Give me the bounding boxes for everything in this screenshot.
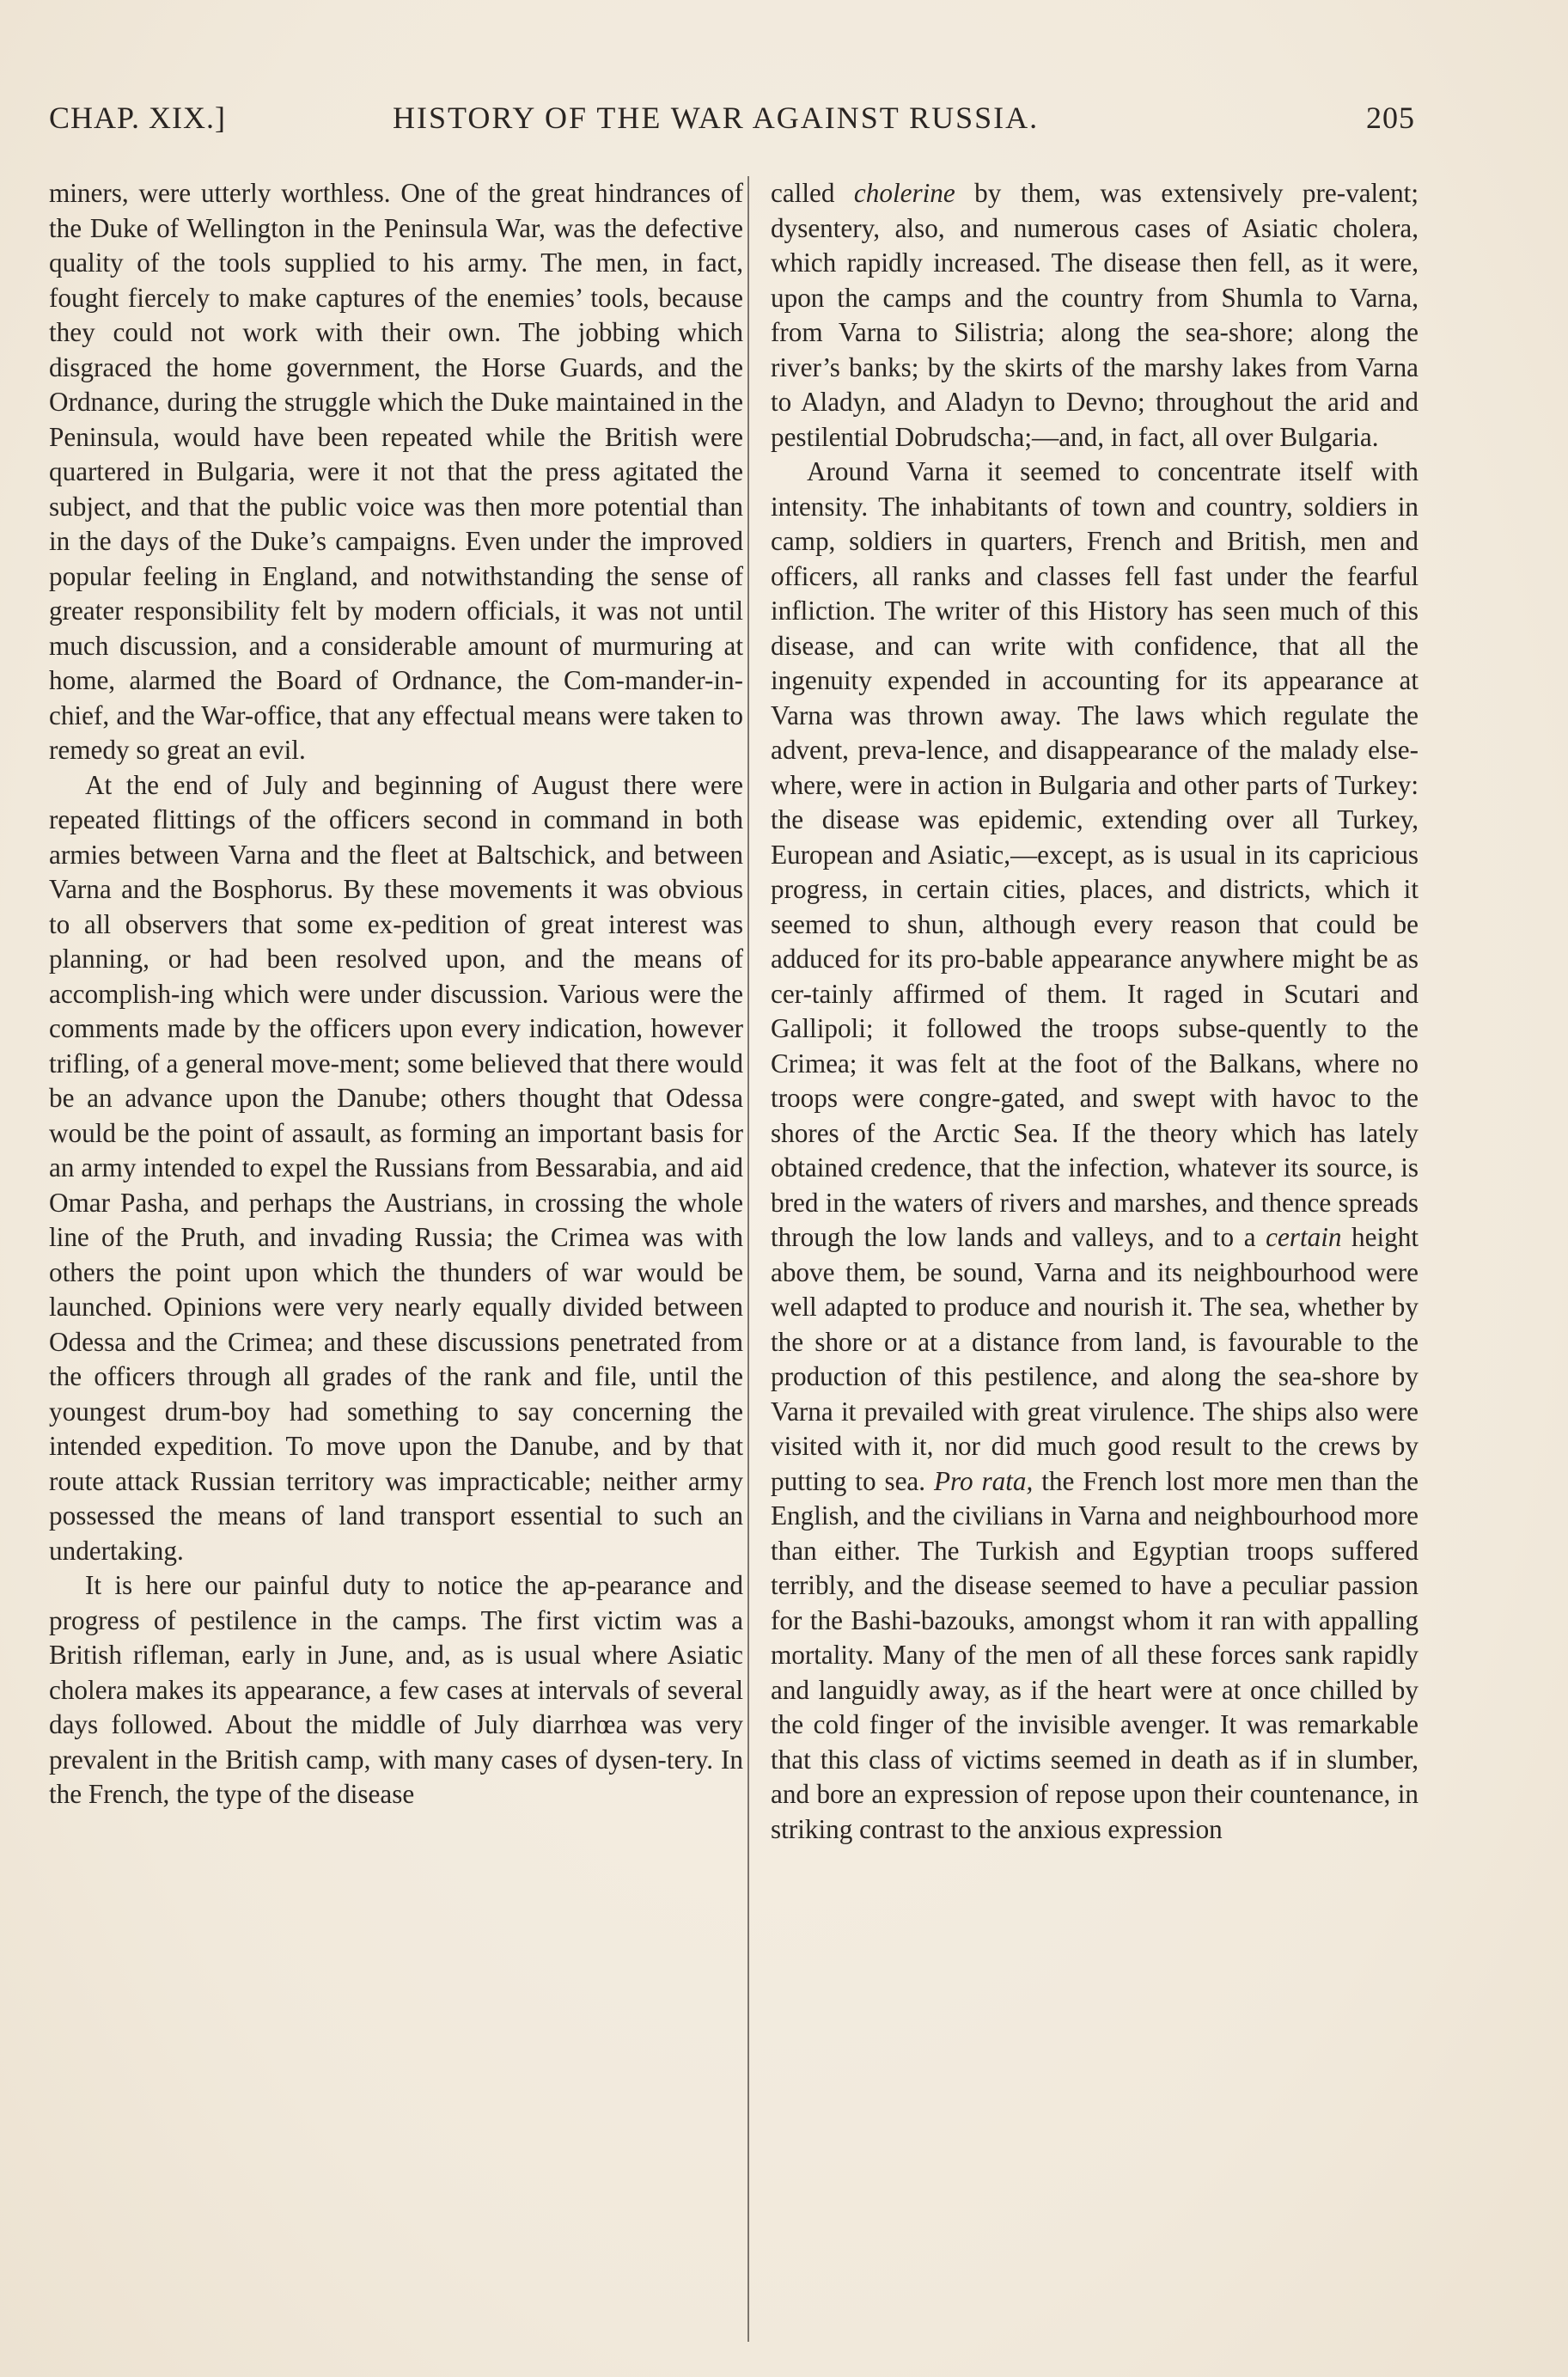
italic-term: cholerine bbox=[853, 178, 955, 208]
paragraph: At the end of July and beginning of August there were repeated flittings of the officers second in command in both armies between Varna and the fleet at Baltschick, and between Varna and the Bosphorus. By these movements it was obvious to all observers that some ex-pedition of great interest was planning, or had been resolved upon, and the means of accomplish-ing which were under discussion. Various were the comments made by the officers upon every indication, however trifling, of a general move-ment; some believed that there would be an advance upon the Danube; others thought that Odessa would be the point of assault, as forming an important basis for an army intended to expel the Russians from Bessarabia, and aid Omar Pasha, and perhaps the Austrians, in crossing the whole line of the Pruth, and invading Russia; the Crimea was with others the point upon which the thunders of war would be launched. Opinions were very nearly equally divided between Odessa and the Crimea; and these discussions penetrated from the officers through all grades of the rank and file, until the youngest drum-boy had something to say concerning the intended expedition. To move upon the Danube, and by that route attack Russian territory was impracticable; neither army possessed the means of land transport essential to such an undertaking. bbox=[49, 769, 743, 1566]
running-head bbox=[49, 95, 1415, 146]
page-number: 205 bbox=[1366, 101, 1415, 135]
left-column bbox=[49, 176, 743, 1812]
paragraph: It is here our painful duty to notice the ap-pearance and progress of pestilence in the camps. The first victim was a British rifleman, early in June, and, as is usual where Asiatic cholera makes its appearance, a few cases at intervals of several days followed. About the middle of July diarrhœa was very prevalent in the British camp, with many cases of dysen-tery. In the French, the type of the disease bbox=[49, 1570, 743, 1809]
italic-term: certain bbox=[1266, 1222, 1342, 1252]
paragraph bbox=[771, 455, 1419, 1847]
paragraph-text: Around Varna it seemed to concentrate itself with intensity. The inhabitants of town and country, soldiers in camp, soldiers in quarters, French and British, men and officers, all ranks and classes fell fast under the fearful infliction. The writer of this History has seen much of this disease, and can write with confidence, that all the ingenuity expended in accounting for its appearance at Varna was thrown away. The laws which regulate the advent, preva-lence, and disappearance of the malady else-where, were in action in Bulgaria and other parts of Turkey: the disease was epidemic, extending over all Turkey, European and Asiatic,—except, as is usual in its capricious progress, in certain cities, places, and districts, which it seemed to shun, although every reason that could be adduced for its pro-bable appearance anywhere might be as cer-tainly affirmed of them. It raged in Scutari and Gallipoli; it followed the troops subse-quently to the Crimea; it was felt at the foot of the Balkans, where no troops were congre-gated, and swept with havoc to the shores of the Arctic Sea. If the theory which has lately obtained credence, that the infection, whatever its source, is bred in the waters of rivers and marshes, and thence spreads through the low lands and valleys, and to a bbox=[771, 456, 1419, 1252]
page-title: HISTORY OF THE WAR AGAINST RUSSIA. bbox=[393, 101, 1040, 135]
paragraph-text: height above them, be sound, Varna and its neighbourhood were well adapted to produce and nourish it. The sea, whether by the shore or at a distance from land, is favourable to the production of this pestilence, and along the sea-shore by Varna it prevailed with great virulence. The ships also were visited with it, nor did much good result to the crews by putting to sea. bbox=[771, 1222, 1419, 1496]
paragraph bbox=[771, 176, 1419, 455]
right-column bbox=[771, 176, 1419, 1847]
italic-term: Pro rata, bbox=[933, 1465, 1034, 1496]
paragraph-text: by them, was extensively pre-valent; dysentery, also, and numerous cases of Asiatic cholera, which rapidly increased. The disease then fell, as it were, upon the camps and the country from Shumla to Varna, from Varna to Silistria; along the sea-shore; along the river’s banks; by the skirts of the marshy lakes from Varna to Aladyn, and Aladyn to Devno; throughout the arid and pestilential Dobrudscha;—and, in fact, all over Bulgaria. bbox=[771, 178, 1419, 452]
paragraph: miners, were utterly worthless. One of the great hindrances of the Duke of Wellington in the Peninsula War, was the defective quality of the tools supplied to his army. The men, in fact, fought fiercely to make captures of the enemies’ tools, because they could not work with their own. The jobbing which disgraced the home government, the Horse Guards, and the Ordnance, during the struggle which the Duke maintained in the Peninsula, would have been repeated while the British were quartered in Bulgaria, were it not that the press agitated the subject, and that the public voice was then more potential than in the days of the Duke’s campaigns. Even under the improved popular feeling in England, and notwithstanding the sense of greater responsibility felt by modern officials, it was not until much discussion, and a considerable amount of murmuring at home, alarmed the Board of Ordnance, the Com-mander-in-chief, and the War-office, that any effectual means were taken to remedy so great an evil. bbox=[49, 178, 743, 765]
paragraph-text: the French lost more men than the English, and the civilians in Varna and neighbourhood more than either. The Turkish and Egyptian troops suffered terribly, and the disease seemed to have a peculiar passion for the Bashi-bazouks, amongst whom it ran with appalling mortality. Many of the men of all these forces sank rapidly and languidly away, as if the heart were at once chilled by the cold finger of the invisible avenger. It was remarkable that this class of victims seemed in death as if in slumber, and bore an expression of repose upon their countenance, in striking contrast to the anxious expression bbox=[771, 1465, 1419, 1844]
paragraph-text: called bbox=[771, 178, 854, 208]
column-divider bbox=[747, 176, 749, 2342]
chapter-label: CHAP. XIX.] bbox=[49, 101, 227, 135]
